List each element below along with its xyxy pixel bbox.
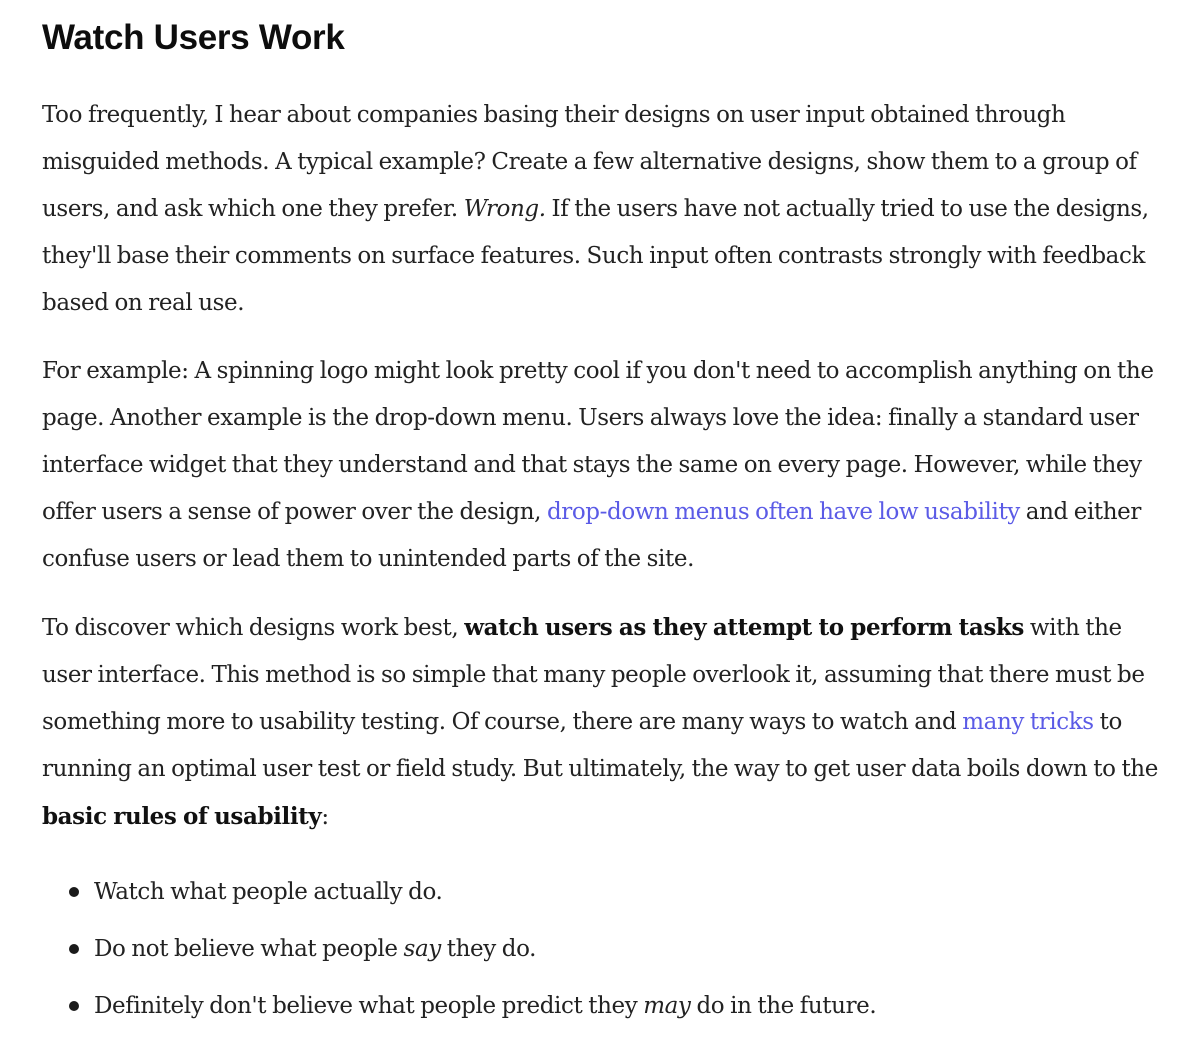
dropdown-usability-link[interactable]: drop-down menus often have low usability — [546, 499, 1020, 525]
paragraph-text: with the user interface. This method is so simple that many people overlook it, assuming that there must be something more to usability testing. Of course, there are many ways to watch and — [42, 615, 1145, 735]
paragraph-text: to running an optimal user test or field study. But ultimately, the way to get user data boils down to the — [42, 709, 1158, 782]
list-item — [42, 978, 1162, 1035]
paragraph-text: If the users have not actually tried to use the designs, they'll base their comments on surface features. Such input often contrasts strongly with feedback based on real use. — [42, 196, 1149, 316]
list-item-text: Watch what people actually do. — [94, 879, 443, 905]
list-item — [42, 864, 1162, 921]
paragraph-method — [42, 604, 1162, 841]
bold-basic-rules: basic rules of usability — [42, 803, 322, 830]
many-tricks-link[interactable]: many tricks — [962, 709, 1094, 735]
usability-rules-list — [42, 864, 1162, 1035]
paragraph-intro — [42, 92, 1162, 327]
bullet-icon — [69, 944, 79, 954]
emphasis-may: may — [643, 993, 691, 1019]
bullet-icon — [69, 1001, 79, 1011]
emphasis-say: say — [403, 936, 441, 962]
section-heading: Watch Users Work — [42, 18, 345, 57]
paragraph-text: and either confuse users or lead them to unintended parts of the site. — [42, 499, 1141, 572]
list-item — [42, 921, 1162, 978]
list-item-text: do in the future. — [690, 993, 877, 1019]
paragraph-text: For example: A spinning logo might look pretty cool if you don't need to accomplish anything on the page. Another example is the drop-down menu. Users always love the idea: finally a standard user interface widget that they understand and that stays the same on every page. However, while they offer users a sense of power over the design, — [42, 358, 1154, 525]
list-item-text: Do not believe what people — [94, 936, 404, 962]
paragraph-example — [42, 348, 1162, 583]
list-item-text: they do. — [440, 936, 537, 962]
list-item-text: Definitely don't believe what people predict they — [94, 993, 644, 1019]
bold-watch-users: watch users as they attempt to perform tasks — [464, 614, 1024, 641]
paragraph-text: To discover which designs work best, — [42, 615, 465, 641]
paragraph-text: : — [321, 804, 329, 830]
paragraph-text: Too frequently, I hear about companies basing their designs on user input obtained through misguided methods. A typical example? Create a few alternative designs, show them to a group of users, and ask which one they prefer. — [42, 102, 1137, 222]
bullet-icon — [69, 887, 79, 897]
emphasis-wrong: Wrong. — [463, 196, 546, 222]
